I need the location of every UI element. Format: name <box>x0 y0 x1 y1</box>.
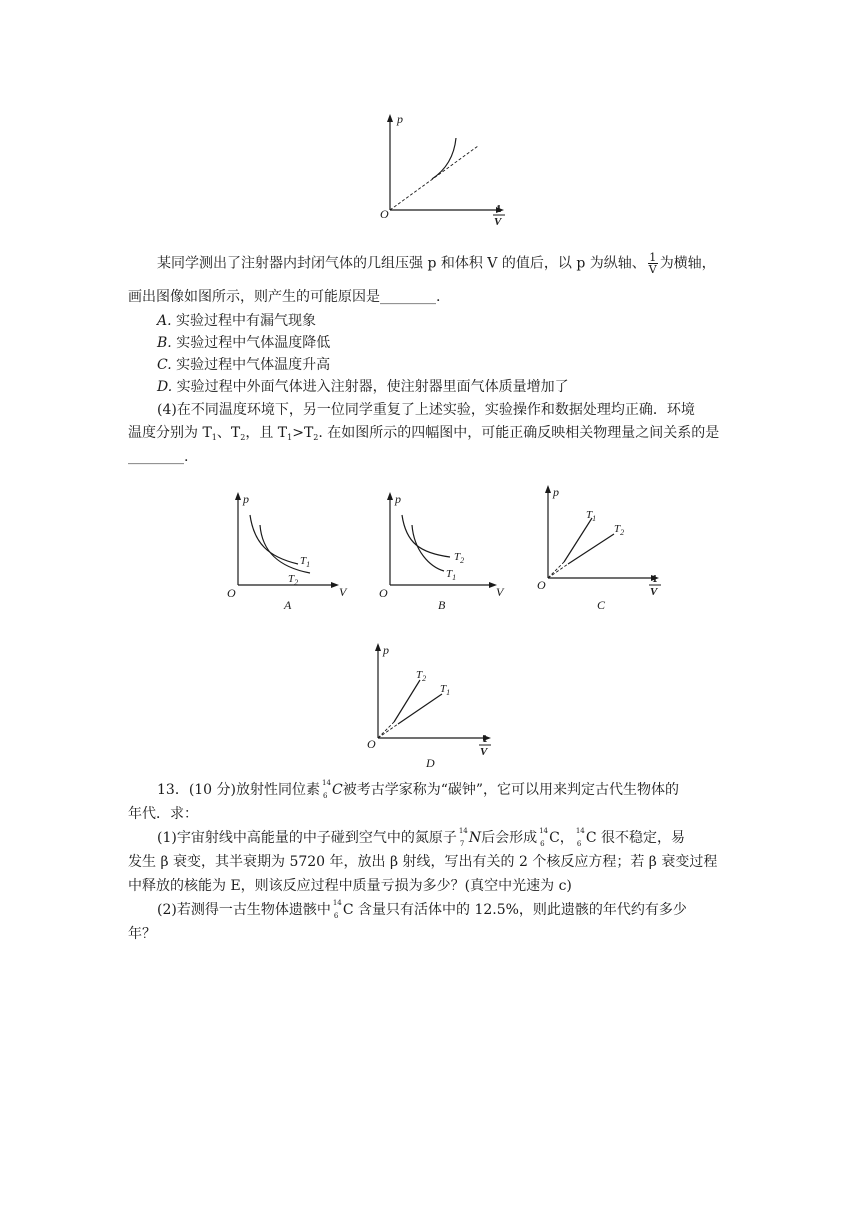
q13-part2-line2: 年？ <box>128 926 156 942</box>
graph-a-caption: A <box>284 598 292 612</box>
graph-d-steep-label: $T_2$ <box>416 669 427 683</box>
graph-a-lower-label: $T_2$ <box>288 573 299 587</box>
graph-c-y-label: p <box>553 485 559 499</box>
graph-c-steep-label: $T_1$ <box>586 509 597 523</box>
graph-c-x-den: V <box>650 586 658 598</box>
carbon-isotope: 14 6 <box>332 899 342 920</box>
carbon-isotope: 14 6 <box>539 827 549 848</box>
graph-d-y-label: p <box>383 643 389 657</box>
top-graph-origin: O <box>380 207 389 221</box>
graph-d-x-den: V <box>480 746 488 758</box>
q13-part2-line1: (2)若测得一古生物体遗骸中 14 6 C 含量只有活体中的 12.5%，则此遗骸的年代约有多少 <box>157 899 687 920</box>
graph-a <box>222 485 362 615</box>
graph-d-shallow-label: $T_1$ <box>440 683 451 697</box>
graph-c-origin: O <box>537 578 546 592</box>
graph-b-x-label: V <box>496 585 504 599</box>
graph-c-caption: C <box>597 598 606 612</box>
q3-line1: 某同学测出了注射器内封闭气体的几组压强 p 和体积 V 的值后，以 p 为纵轴、 $\frac{1}{V}$ 为横轴， <box>157 251 716 276</box>
graph-b-upper-label: $T_2$ <box>454 551 465 565</box>
graph-d-caption: D <box>426 756 435 770</box>
top-graph-y-label: p <box>397 112 403 126</box>
graph-b <box>374 485 514 615</box>
q13-line1: 13．(10 分)放射性同位素 14 6 C被考古学家称为“碳钟”，它可以用来判定古代生物体的 <box>157 779 680 800</box>
graph-c-x-num: 1 <box>652 573 658 585</box>
q3-option-c: C. 实验过程中气体温度升高 <box>157 357 331 373</box>
q13-part1-line3: 中释放的核能为 E，则该反应过程中质量亏损为多少？(真空中光速为 c) <box>128 878 572 894</box>
graph-b-origin: O <box>379 586 388 600</box>
graph-b-caption: B <box>438 598 446 612</box>
graph-c-shallow-label: $T_2$ <box>614 523 625 537</box>
nitrogen-isotope: 14 7 <box>458 827 468 848</box>
graph-a-origin: O <box>227 586 236 600</box>
graph-c <box>534 478 674 616</box>
q13-part1-line1: (1)宇宙射线中高能量的中子碰到空气中的氮原子 14 7 N后会形成 14 6 C， 14 6 C 很不稳定，易 <box>157 827 685 848</box>
graph-b-lower-label: $T_1$ <box>446 568 457 582</box>
carbon-isotope: 14 6 <box>322 779 331 800</box>
graph-d-origin: O <box>367 737 376 751</box>
q3-option-b: B. 实验过程中气体温度降低 <box>157 335 331 351</box>
q4-line1: (4)在不同温度环境下，另一位同学重复了上述实验，实验操作和数据处理均正确．环境 <box>157 402 695 418</box>
graph-a-y-label: p <box>243 492 249 506</box>
top-graph-x-num: 1 <box>496 203 502 215</box>
graph-d <box>360 636 510 776</box>
q4-line3: ________. <box>128 449 189 465</box>
top-graph <box>360 108 520 228</box>
q13-line2: 年代．求： <box>128 806 198 822</box>
inline-fraction: $\frac{1}{V}$ <box>648 251 657 276</box>
q3-option-a: A. 实验过程中有漏气现象 <box>157 313 317 329</box>
graph-b-y-label: p <box>395 492 401 506</box>
top-graph-x-den: V <box>494 216 502 228</box>
q13-part1-line2: 发生 β 衰变，其半衰期为 5720 年，放出 β 射线，写出有关的 2 个核反应方程；若 β 衰变过程 <box>128 854 718 870</box>
carbon-isotope: 14 6 <box>575 827 585 848</box>
graph-a-upper-label: $T_1$ <box>300 555 311 569</box>
q3-option-d: D. 实验过程中外面气体进入注射器，使注射器里面气体质量增加了 <box>157 379 569 395</box>
graph-d-x-num: 1 <box>482 733 488 745</box>
q3-line2: 画出图像如图所示，则产生的可能原因是________. <box>128 289 441 305</box>
q4-line2: 温度分别为 $T_1$、$T_2$，且 $T_1>T_2$. 在如图所示的四幅图中，可能正确反映相关物理量之间关系的是 <box>128 425 720 442</box>
graph-a-x-label: V <box>339 585 347 599</box>
